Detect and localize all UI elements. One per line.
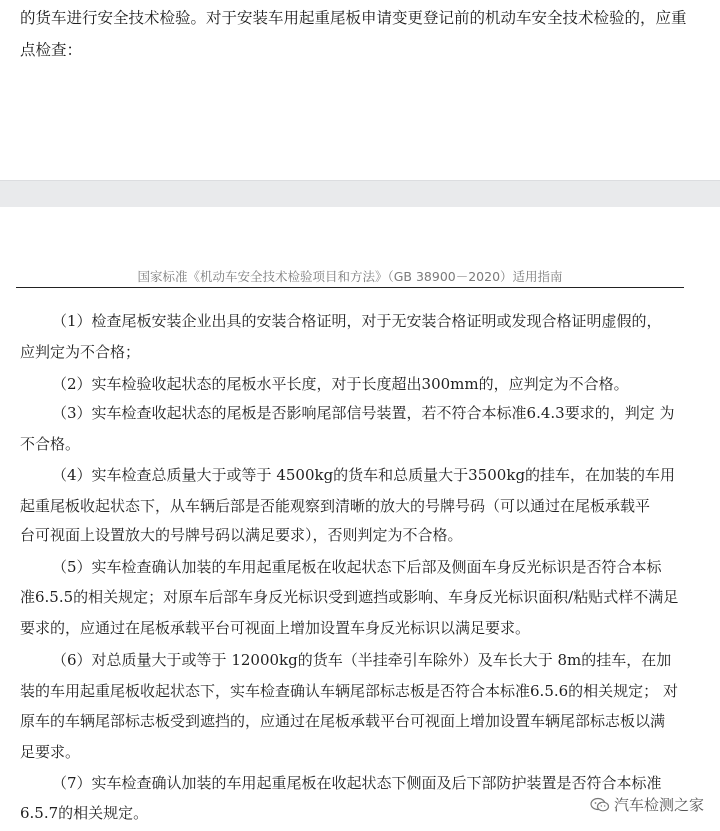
item-5-line-1: （5）实车检查确认加装的车用起重尾板在收起状态下后部及侧面车身反光标识是否符合本标 <box>52 558 662 576</box>
item-6-line-2: 装的车用起重尾板收起状态下，实车检查确认车辆尾部标志板是否符合本标准6.5.6的相关规定； 对 <box>20 682 678 700</box>
item-1-line-2: 应判定为不合格； <box>20 343 141 361</box>
item-5-line-2: 准6.5.5的相关规定；对原车后部车身反光标识受到遮挡或影响、车身反光标识面积/粘贴式样不满足 <box>20 588 679 606</box>
item-2-line-1: （2）实车检验收起状态的尾板水平长度，对于长度超出300mm的，应判定为不合格。 <box>52 375 629 393</box>
wechat-icon <box>590 797 610 813</box>
item-4-line-3: 台可视面上设置放大的号牌号码以满足要求），否则判定为不合格。 <box>20 526 463 544</box>
watermark-text: 汽车检测之家 <box>613 796 704 814</box>
item-4-line-2: 起重尾板收起状态下，从车辆后部是否能观察到清晰的放大的号牌号码（可以通过在尾板承载平 <box>20 497 651 515</box>
item-6-line-1: （6）对总质量大于或等于 12000kg的货车（半挂牵引车除外）及车长大于 8m的挂车，在加 <box>52 651 672 669</box>
previous-page <box>0 0 720 180</box>
item-1-line-1: （1）检查尾板安装企业出具的安装合格证明，对于无安装合格证明或发现合格证明虚假的， <box>52 312 662 330</box>
item-3-line-1: （3）实车检查收起状态的尾板是否影响尾部信号装置，若不符合本标准6.4.3要求的，判定 为 <box>52 404 675 422</box>
header-rule <box>16 287 684 288</box>
current-page <box>0 207 720 831</box>
watermark <box>590 794 704 815</box>
item-6-line-4: 足要求。 <box>20 743 81 761</box>
item-6-line-3: 原车的车辆尾部标志板受到遮挡的，应通过在尾板承载平台可视面上增加设置车辆尾部标志板以满 <box>20 712 666 730</box>
paragraph-line: 点检查： <box>20 41 83 59</box>
item-7-line-1: （7）实车检查确认加装的车用起重尾板在收起状态下侧面及后下部防护装置是否符合本标准 <box>52 774 662 792</box>
item-7-line-2: 6.5.7的相关规定。 <box>20 804 149 822</box>
item-5-line-3: 要求的，应通过在尾板承载平台可视面上增加设置车身反光标识以满足要求。 <box>20 619 531 637</box>
running-header: 国家标准《机动车安全技术检验项目和方法》（GB 38900－2020）适用指南 <box>137 269 563 284</box>
paragraph-line: 的货车进行安全技术检验。对于安装车用起重尾板申请变更登记前的机动车安全技术检验的，应重 <box>20 9 687 27</box>
item-4-line-1: （4）实车检查总质量大于或等于 4500kg的货车和总质量大于3500kg的挂车，在加装的车用 <box>52 466 676 484</box>
page-separator <box>0 180 720 208</box>
item-3-line-2: 不合格。 <box>20 435 81 453</box>
